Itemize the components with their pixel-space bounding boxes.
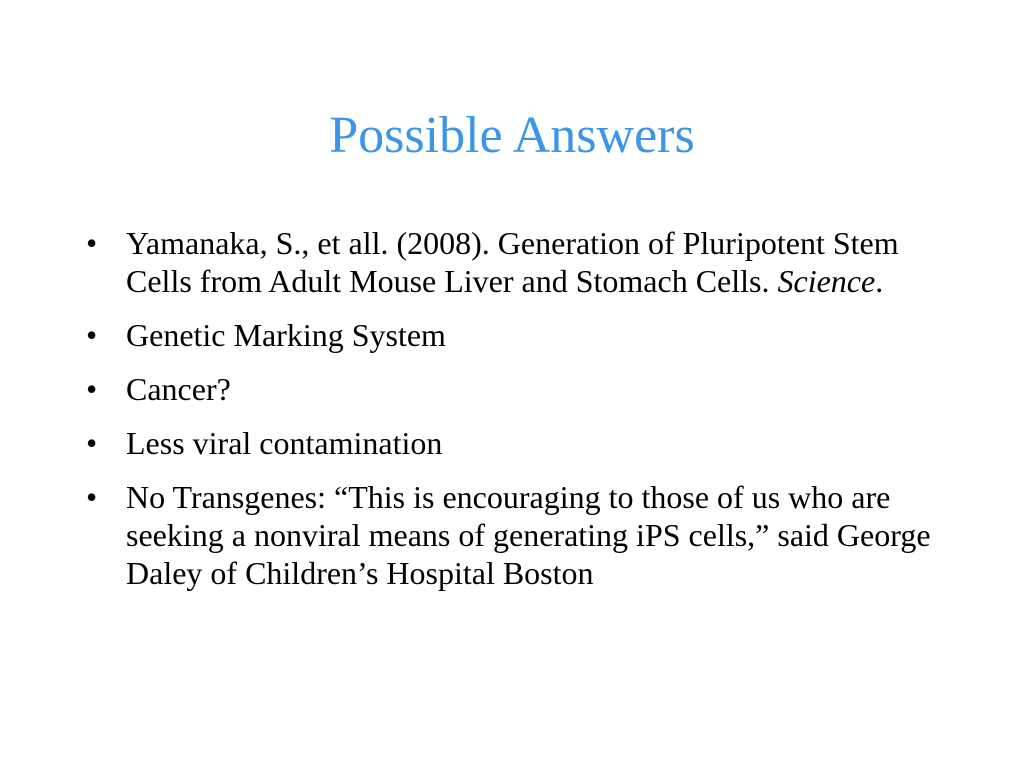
bullet-icon: • <box>86 479 98 515</box>
bullet-item-no-transgenes <box>86 478 946 592</box>
bullet-icon: • <box>86 425 98 461</box>
bullet-item-citation <box>86 224 946 300</box>
bullet-icon: • <box>86 371 98 407</box>
slide-title: Possible Answers <box>329 107 695 164</box>
bullet-text: No Transgenes: “This is encouraging to those of us who are seeking a nonviral means of generating iPS cells,” said George Daley of Children’s Hospital Boston <box>126 479 931 591</box>
bullet-item-viral-contamination <box>86 424 946 462</box>
journal-name: Science <box>777 263 876 299</box>
bullet-icon: • <box>86 225 98 261</box>
bullet-icon: • <box>86 317 98 353</box>
bullet-text: Genetic Marking System <box>126 317 446 353</box>
bullet-text-main: Yamanaka, S., et all. (2008). Generation of Pluripotent Stem Cells from Adult Mouse Liver and Stomach Cells. <box>126 225 899 299</box>
bullet-list <box>86 224 946 608</box>
bullet-text-end: . <box>875 263 884 299</box>
bullet-text: Less viral contamination <box>126 425 443 461</box>
bullet-text <box>126 225 899 299</box>
bullet-item-genetic-marking <box>86 316 946 354</box>
bullet-text: Cancer? <box>126 371 231 407</box>
bullet-item-cancer <box>86 370 946 408</box>
